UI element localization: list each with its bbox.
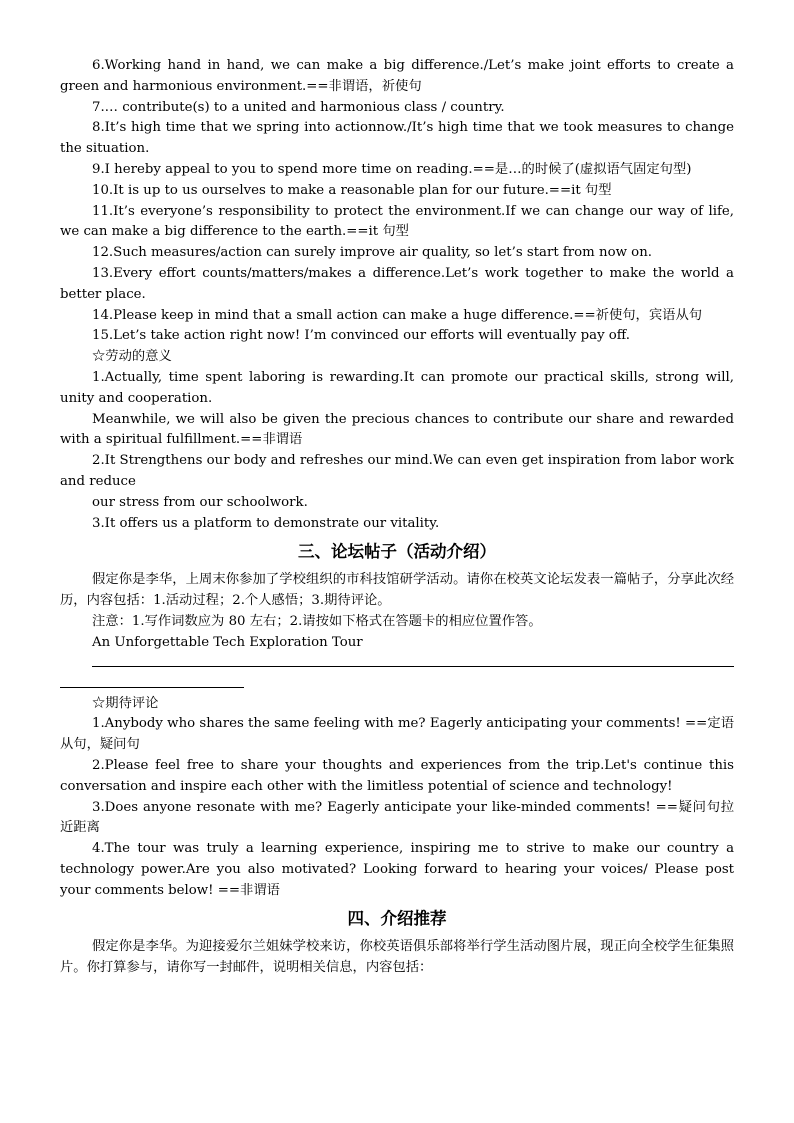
comments-subtitle: ☆期待评论 [92, 695, 159, 711]
phrase-item: 11.It’s everyone’s responsibility to protect the environment.If we can change our way of life, we can make a big difference to the earth.==it 句型 [60, 203, 734, 240]
labor-item: 2.It Strengthens our body and refreshes our mind.We can even get inspiration from labor work and reduce [60, 453, 734, 489]
comment-item: 2.Please feel free to share your thoughts and experiences from the trip.Let's continue this conversation and inspire each other with the limitless potential of science and technology! [60, 757, 734, 794]
section-heading: 四、介绍推荐 [347, 909, 447, 929]
phrase-item: 10.It is up to us ourselves to make a reasonable plan for our future.==it 句型 [92, 182, 612, 198]
labor-item: our stress from our schoolwork. [92, 494, 308, 510]
phrase-item: 15.Let’s take action right now! I’m convinced our efforts will eventually pay off. [92, 328, 631, 344]
essay-title: An Unforgettable Tech Exploration Tour [92, 634, 363, 650]
phrase-item: 9.I hereby appeal to you to spend more time on reading.==是…的时候了(虚拟语气固定句型) [92, 161, 692, 177]
phrase-item: 12.Such measures/action can surely improve air quality, so let’s start from now on. [92, 245, 652, 261]
answer-line [60, 687, 244, 688]
labor-item: 1.Actually, time spent laboring is rewarding.It can promote our practical skills, strong will, unity and cooperation. [60, 369, 734, 406]
phrase-item: 14.Please keep in mind that a small action can make a huge difference.==祈使句，宾语从句 [92, 307, 703, 323]
labor-item: 3.It offers us a platform to demonstrate our vitality. [92, 515, 440, 531]
task-prompt: 假定你是李华，上周末你参加了学校组织的市科技馆研学活动。请你在校英文论坛发表一篇帖子，分享此次经历，内容包括：1.活动过程；2.个人感悟；3.期待评论。 [60, 572, 734, 609]
section-heading: 三、论坛帖子（活动介绍） [298, 542, 496, 562]
phrase-item: 13.Every effort counts/matters/makes a difference.Let’s work together to make the world a better place. [60, 265, 734, 302]
phrase-item: 7.… contribute(s) to a united and harmonious class / country. [92, 99, 505, 115]
document-page [60, 56, 734, 979]
labor-item: Meanwhile, we will also be given the precious chances to contribute our share and rewarded with a spiritual fulfillment.==非谓语 [60, 411, 734, 448]
phrase-item: 6.Working hand in hand, we can make a big difference./Let’s make joint efforts to create a green and harmonious environment.==非谓语，祈使句 [60, 58, 734, 94]
task-note: 注意：1.写作词数应为 80 左右；2.请按如下格式在答题卡的相应位置作答。 [92, 613, 542, 629]
labor-subtitle: ☆劳动的意义 [92, 349, 172, 365]
phrase-item: 8.It’s high time that we spring into actionnow./It’s high time that we took measures to change the situation. [60, 120, 734, 157]
comment-item: 1.Anybody who shares the same feeling with me? Eagerly anticipating your comments! ==定语从句，疑问句 [60, 716, 734, 753]
comment-item: 4.The tour was truly a learning experience, inspiring me to strive to make our country a technology power.Are you also motivated? Looking forward to hearing your voices/ Please post your comments below! ==非谓语 [60, 841, 734, 898]
task-prompt: 假定你是李华。为迎接爱尔兰姐妹学校来访，你校英语俱乐部将举行学生活动图片展，现正向全校学生征集照片。你打算参与，请你写一封邮件，说明相关信息，内容包括： [60, 939, 734, 976]
answer-line [92, 666, 734, 667]
comment-item: 3.Does anyone resonate with me? Eagerly anticipate your like-minded comments! ==疑问句拉近距离 [60, 799, 734, 836]
